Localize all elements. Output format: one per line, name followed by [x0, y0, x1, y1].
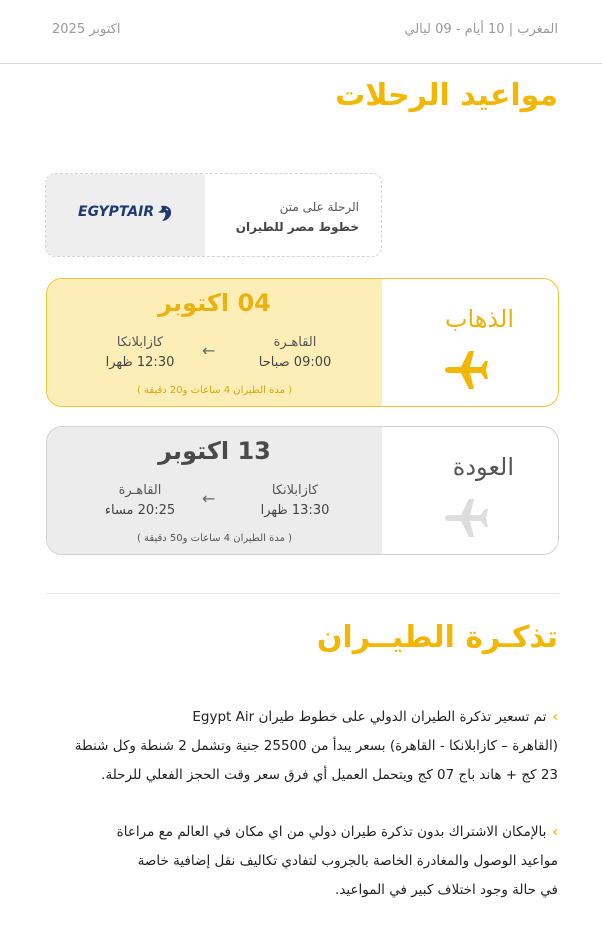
ticket-title: تذكـرة الطيــران — [316, 620, 558, 655]
note-line — [78, 818, 558, 847]
note-line: (القاهرة – كازابلانكا - القاهرة) بسعر يبدأ من 25500 جنية وتشمل 2 شنطة وكل شنطة — [74, 738, 558, 754]
egyptair-logo-text: EGYPTAIR — [78, 204, 155, 220]
airline-logo — [46, 174, 205, 256]
trip-summary: المغرب | 10 أيام - 09 ليالي — [404, 22, 558, 37]
note-line: مواعيد الوصول والمغادرة الخاصة بالجروب لتفادي تكاليف نقل إضافية خاصة — [137, 853, 558, 869]
direction-arrow-icon: ← — [202, 341, 216, 360]
return-flight-card — [46, 426, 559, 555]
flight-date: 04 اكتوبر — [158, 289, 271, 317]
flight-duration: ( مدة الطيران 4 ساعات و20 دقيقة ) — [136, 385, 293, 396]
note-line: في حالة وجود اختلاف كبير في المواعيد. — [335, 882, 558, 898]
bullet-icon: › — [552, 824, 558, 840]
horus-falcon-icon — [157, 204, 173, 222]
flight-details-panel — [47, 427, 382, 554]
airline-caption: الرحلة على متن — [279, 200, 359, 214]
airplane-icon — [443, 495, 491, 541]
arrival-city: كازابلانكا — [116, 335, 164, 350]
note-line: 23 كج + هاند باج 07 كج ويتحمل العميل أي فرق سعر وقت الحجز الفعلي للرحلة. — [101, 767, 558, 783]
flight-date: 13 اكتوبر — [158, 437, 271, 465]
ticket-note-pricing — [18, 703, 558, 790]
direction-label: الذهاب — [444, 305, 514, 333]
outbound-flight-card — [46, 278, 559, 407]
airline-card — [45, 173, 382, 257]
departure-time: 09:00 صباحا — [258, 355, 332, 370]
flight-duration: ( مدة الطيران 4 ساعات و50 دقيقة ) — [136, 533, 293, 544]
departure-city: كازابلانكا — [271, 483, 319, 498]
direction-arrow-icon: ← — [202, 489, 216, 508]
arrival-city: القاهـرة — [118, 483, 162, 498]
top-bar — [0, 0, 602, 64]
flight-details-panel — [47, 279, 382, 406]
ticket-note-optional — [78, 818, 558, 905]
note-line-text: تم تسعير تذكرة الطيران الدولي على خطوط طيران Egypt Air — [192, 709, 547, 725]
month-label: اكتوبر 2025 — [52, 22, 121, 37]
departure-time: 13:30 ظهرا — [260, 503, 330, 518]
section-divider — [46, 593, 559, 594]
schedule-title: مواعيد الرحلات — [335, 78, 558, 113]
departure-city: القاهـرة — [273, 335, 317, 350]
direction-label: العودة — [452, 453, 514, 481]
airplane-icon — [443, 347, 491, 393]
arrival-time: 12:30 ظهرا — [105, 355, 175, 370]
airline-name: خطوط مصر للطيران — [235, 220, 359, 234]
bullet-icon: › — [552, 709, 558, 725]
arrival-time: 20:25 مساء — [104, 503, 176, 518]
note-line — [18, 703, 558, 732]
note-line-text: بالإمكان الاشتراك بدون تذكرة طيران دولي من اي مكان في العالم مع مراعاة — [116, 824, 547, 840]
